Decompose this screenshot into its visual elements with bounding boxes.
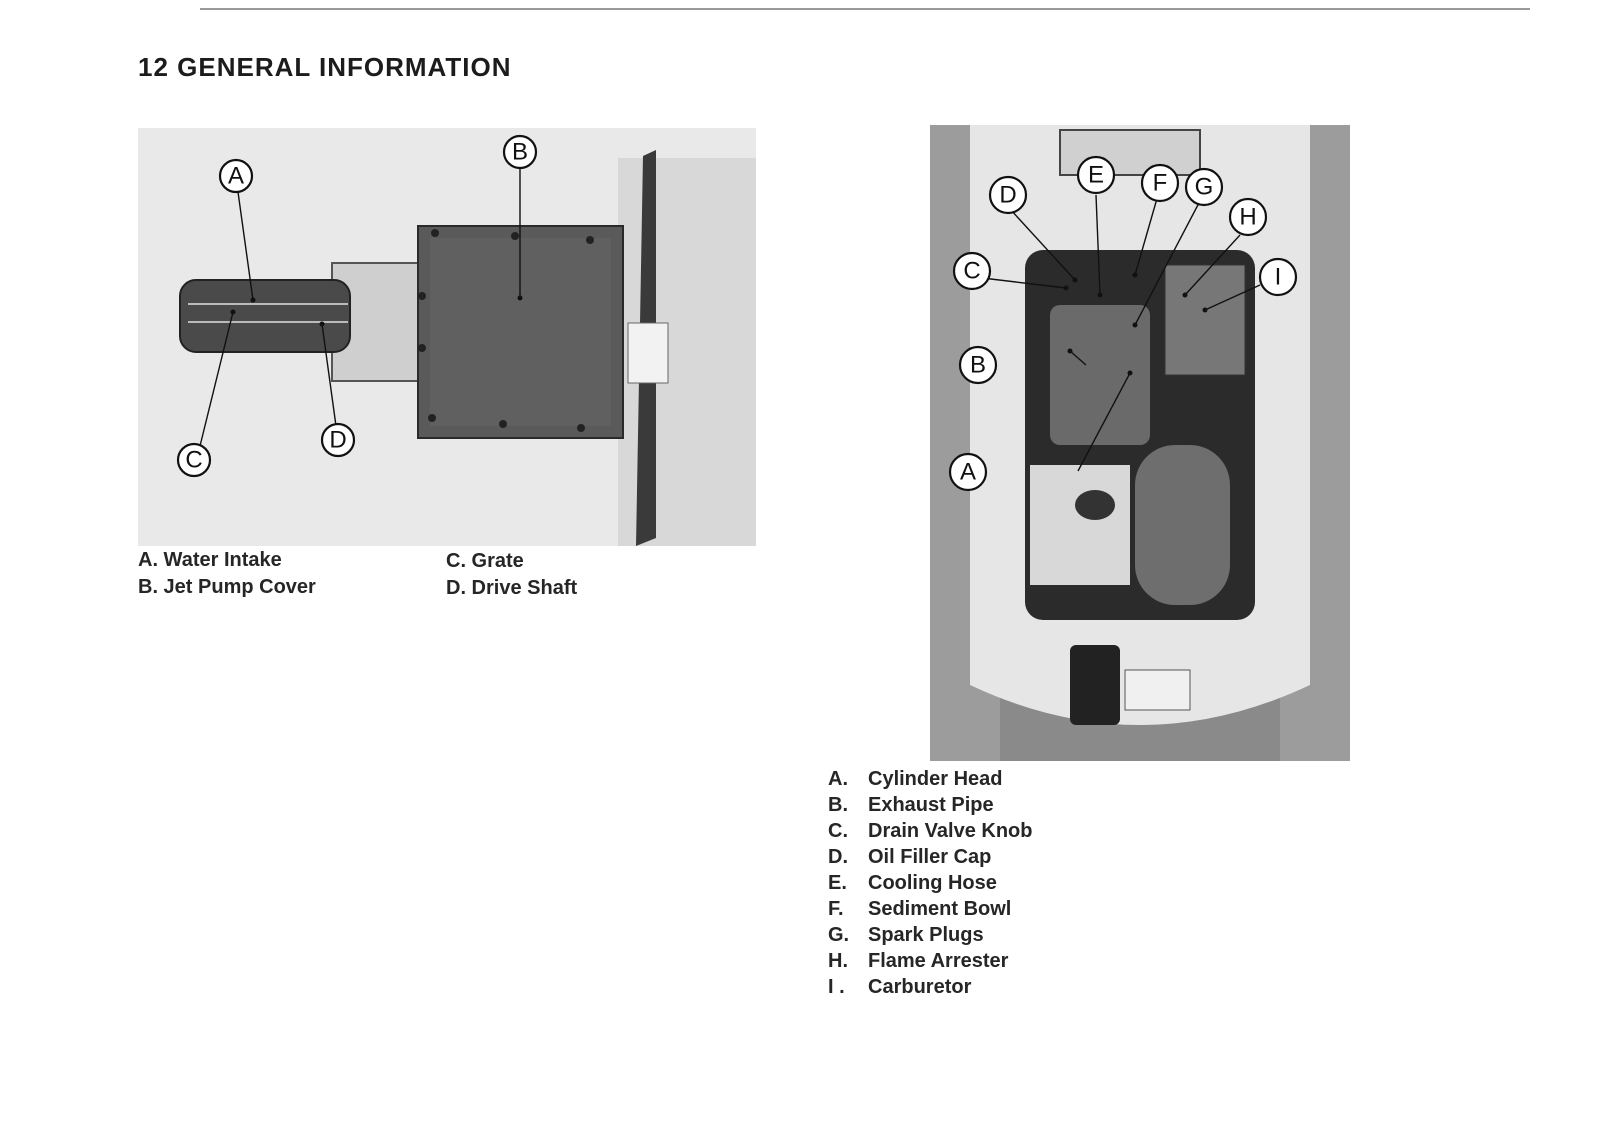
callout-d: [322, 424, 354, 456]
caption-item: B. Exhaust Pipe: [828, 794, 994, 816]
svg-text:G: G: [1194, 173, 1214, 201]
caption-item: A. Cylinder Head: [828, 768, 1003, 790]
caption-jet-pump-cover: B. Jet Pump Cover: [138, 576, 316, 598]
callout-i: [1260, 259, 1296, 295]
caption-item: F. Sediment Bowl: [828, 898, 1012, 920]
caption-item: H. Flame Arrester: [828, 950, 1009, 972]
callout-h: [1230, 199, 1266, 235]
svg-text:H: H: [1239, 203, 1257, 231]
engine-compartment-photo: [930, 125, 1350, 761]
caption-item: I . Carburetor: [828, 976, 972, 998]
caption-column-2: [446, 548, 577, 602]
svg-text:B: B: [969, 351, 987, 379]
callout-b: [960, 347, 996, 383]
svg-text:D: D: [329, 426, 347, 454]
caption-drive-shaft: D. Drive Shaft: [446, 577, 578, 599]
svg-text:B: B: [511, 138, 529, 166]
svg-text:D: D: [999, 181, 1017, 209]
caption-item: D. Oil Filler Cap: [828, 846, 992, 868]
caption-grate: C. Grate: [446, 550, 524, 572]
caption-item: E. Cooling Hose: [828, 872, 997, 894]
svg-text:C: C: [963, 257, 981, 285]
callout-c: [954, 253, 990, 289]
svg-text:E: E: [1087, 161, 1105, 189]
jet-pump-photo: [138, 128, 756, 546]
caption-item: G. Spark Plugs: [828, 924, 984, 946]
svg-text:F: F: [1152, 169, 1168, 197]
callout-c: [178, 444, 210, 476]
callout-a: [950, 454, 986, 490]
callout-g: [1186, 169, 1222, 205]
page-title: 12 GENERAL INFORMATION: [138, 52, 512, 82]
caption-column-1: [138, 547, 316, 601]
callout-f: [1142, 165, 1178, 201]
callout-d: [990, 177, 1026, 213]
caption-water-intake: A. Water Intake: [138, 549, 282, 571]
svg-text:A: A: [227, 162, 245, 190]
callout-b: [504, 136, 536, 168]
svg-text:A: A: [959, 458, 977, 486]
svg-text:I: I: [1274, 263, 1282, 291]
caption-item: C. Drain Valve Knob: [828, 820, 1033, 842]
callout-e: [1078, 157, 1114, 193]
caption-list-right: [828, 766, 1033, 1000]
top-rule: [200, 8, 1530, 10]
callout-a: [220, 160, 252, 192]
svg-text:C: C: [185, 446, 203, 474]
